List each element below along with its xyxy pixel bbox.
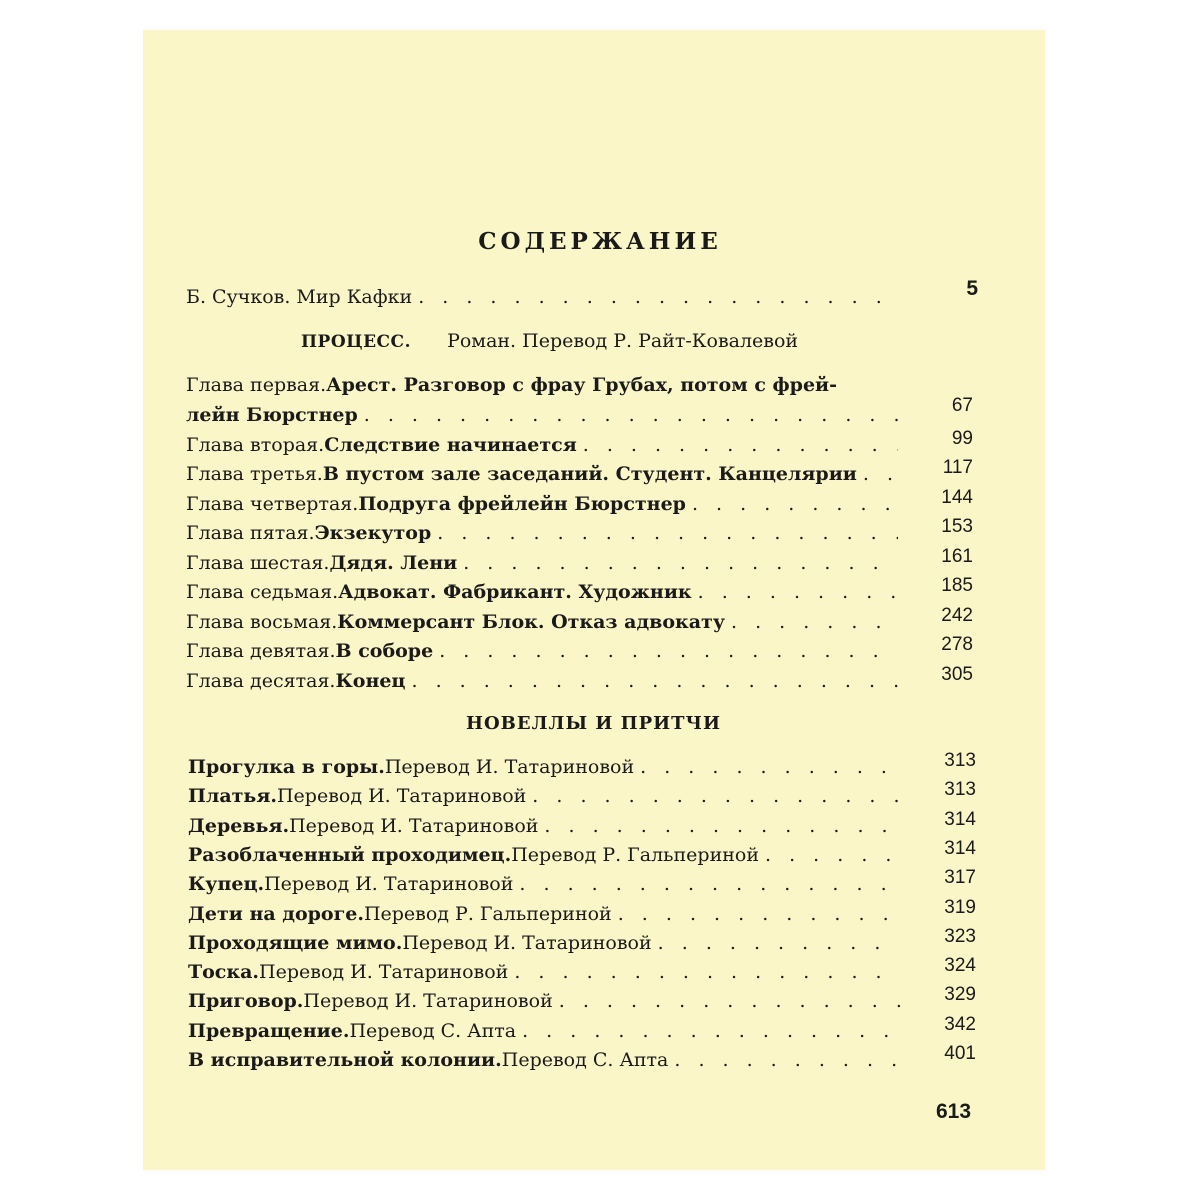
chapter-entry — [186, 551, 898, 575]
dot-leader — [412, 285, 898, 309]
chapter-label: Глава четвертая. — [186, 492, 359, 515]
chapter-entry — [186, 639, 898, 663]
novella-translator: Перевод Р. Гальпериной — [511, 843, 759, 866]
dot-leader — [692, 580, 898, 604]
chapter-entry — [186, 433, 898, 457]
chapter-title: Арест. Разговор с фрау Грубах, потом с фрей- — [326, 374, 838, 396]
novella-translator: Перевод И. Татариновой — [303, 990, 553, 1013]
novellas-heading: НОВЕЛЛЫ И ПРИТЧИ — [466, 713, 722, 734]
dot-leader — [513, 872, 900, 896]
dot-leader — [857, 462, 898, 486]
novella-entry — [188, 755, 900, 779]
chapter-page: 144 — [941, 486, 973, 508]
novella-entry — [188, 814, 900, 838]
novella-entry — [188, 872, 900, 896]
chapter-page: 99 — [951, 427, 973, 449]
chapter-label: Глава десятая. — [186, 669, 336, 692]
chapter-entry-line1 — [186, 373, 898, 397]
process-name: ПРОЦЕСС. — [301, 332, 412, 352]
dot-leader — [634, 755, 900, 779]
chapter-page: 242 — [941, 604, 973, 626]
novella-page: 342 — [944, 1013, 976, 1035]
intro-text: Б. Сучков. Мир Кафки — [186, 286, 413, 308]
dot-leader — [668, 1048, 900, 1072]
dot-leader — [612, 902, 900, 926]
novella-translator: Перевод И. Татариновой — [259, 961, 509, 984]
novella-title: Превращение. — [188, 1019, 350, 1042]
dot-leader — [553, 989, 900, 1013]
dot-leader — [577, 433, 898, 457]
chapter-label: Глава девятая. — [186, 640, 336, 662]
dot-leader — [433, 639, 898, 663]
chapter-entry — [186, 521, 898, 545]
novella-title: Тоска. — [188, 961, 260, 984]
chapter-entry — [186, 669, 898, 693]
dot-leader — [457, 551, 898, 575]
chapter-title: Конец — [335, 669, 406, 692]
novella-translator: Перевод И. Татариновой — [384, 756, 635, 778]
chapter-page: 153 — [941, 516, 973, 537]
chapter-title: Адвокат. Фабрикант. Художник — [338, 581, 692, 603]
novella-translator: Перевод Р. Гальпериной — [363, 902, 612, 925]
chapter-title-cont: лейн Бюрстнер — [186, 404, 358, 426]
chapter-entry-line2 — [186, 403, 898, 427]
chapter-page: 305 — [941, 663, 973, 685]
novella-title: Прогулка в горы. — [188, 756, 385, 778]
novella-entry — [188, 989, 900, 1013]
novella-page: 313 — [944, 750, 976, 771]
chapter-entry — [186, 610, 898, 634]
novella-title: Разоблаченный проходимец. — [188, 843, 512, 866]
novella-entry — [188, 960, 900, 984]
novella-entry — [188, 1048, 900, 1072]
novella-page: 317 — [944, 867, 976, 889]
chapter-title: Экзекутор — [314, 522, 432, 544]
novella-title: Приговор. — [188, 990, 304, 1013]
chapter-label: Глава третья. — [186, 463, 323, 485]
chapter-entry — [186, 492, 898, 516]
novella-page: 313 — [944, 779, 976, 801]
novella-page: 314 — [944, 837, 976, 859]
novella-title: Деревья. — [188, 814, 290, 837]
novella-page: 329 — [944, 984, 976, 1006]
novella-translator: Перевод И. Татариновой — [264, 873, 514, 896]
chapter-page: 161 — [941, 545, 973, 567]
novella-translator: Перевод И. Татариновой — [402, 931, 652, 954]
novella-title: Купец. — [188, 873, 265, 896]
chapter-label: Глава первая. — [186, 374, 327, 396]
dot-leader — [686, 492, 898, 516]
novella-translator: Перевод С. Апта — [501, 1049, 669, 1071]
chapter-label: Глава шестая. — [186, 551, 330, 574]
dot-leader — [526, 784, 900, 808]
chapter-title: Коммерсант Блок. Отказ адвокату — [337, 610, 725, 633]
novella-entry — [188, 902, 900, 926]
novella-entry — [188, 843, 900, 867]
dot-leader — [516, 1019, 900, 1043]
process-heading — [301, 330, 798, 352]
novella-translator: Перевод И. Татариновой — [289, 814, 539, 837]
novella-title: Дети на дороге. — [188, 902, 364, 925]
chapter-title: Дядя. Лени — [329, 551, 458, 574]
chapter-page: 117 — [942, 457, 973, 478]
chapter-title: Подруга фрейлейн Бюрстнер — [358, 492, 686, 515]
dot-leader — [405, 669, 898, 693]
novella-entry — [188, 931, 900, 955]
chapter-label: Глава седьмая. — [186, 581, 339, 603]
chapter-page: 278 — [941, 634, 973, 655]
novella-page: 401 — [944, 1043, 976, 1064]
dot-leader — [538, 814, 900, 838]
novella-page: 323 — [944, 925, 976, 947]
page-number: 613 — [936, 1100, 972, 1123]
novella-title: В исправительной колонии. — [188, 1049, 502, 1071]
novella-title: Платья. — [188, 785, 277, 808]
novella-page: 319 — [944, 896, 976, 918]
dot-leader — [508, 960, 900, 984]
page-title: СОДЕРЖАНИЕ — [478, 228, 722, 255]
chapter-entry — [186, 580, 898, 604]
process-desc: Роман. Перевод Р. Райт-Ковалевой — [447, 330, 799, 352]
dot-leader — [759, 843, 900, 867]
novella-page: 314 — [944, 808, 976, 830]
dot-leader — [652, 931, 900, 955]
chapter-label: Глава восьмая. — [186, 610, 338, 633]
dot-leader — [725, 610, 898, 634]
dot-leader — [431, 521, 898, 545]
novella-title: Проходящие мимо. — [188, 931, 403, 954]
novella-entry — [188, 784, 900, 808]
novella-translator: Перевод И. Татариновой — [276, 785, 527, 808]
intro-page: 5 — [966, 277, 978, 300]
novella-entry — [188, 1019, 900, 1043]
chapter-title: В соборе — [335, 640, 434, 662]
chapter-page: 67 — [951, 395, 973, 416]
chapter-page: 185 — [941, 575, 973, 596]
chapter-label: Глава вторая. — [186, 433, 325, 456]
novella-page: 324 — [944, 955, 976, 977]
chapter-title: В пустом зале заседаний. Студент. Канцелярии — [322, 463, 857, 485]
chapter-entry — [186, 462, 898, 486]
dot-leader — [358, 403, 898, 427]
novella-translator: Перевод С. Апта — [349, 1019, 517, 1042]
toc-intro — [186, 285, 898, 309]
chapter-label: Глава пятая. — [186, 522, 315, 544]
chapter-title: Следствие начинается — [324, 433, 577, 456]
